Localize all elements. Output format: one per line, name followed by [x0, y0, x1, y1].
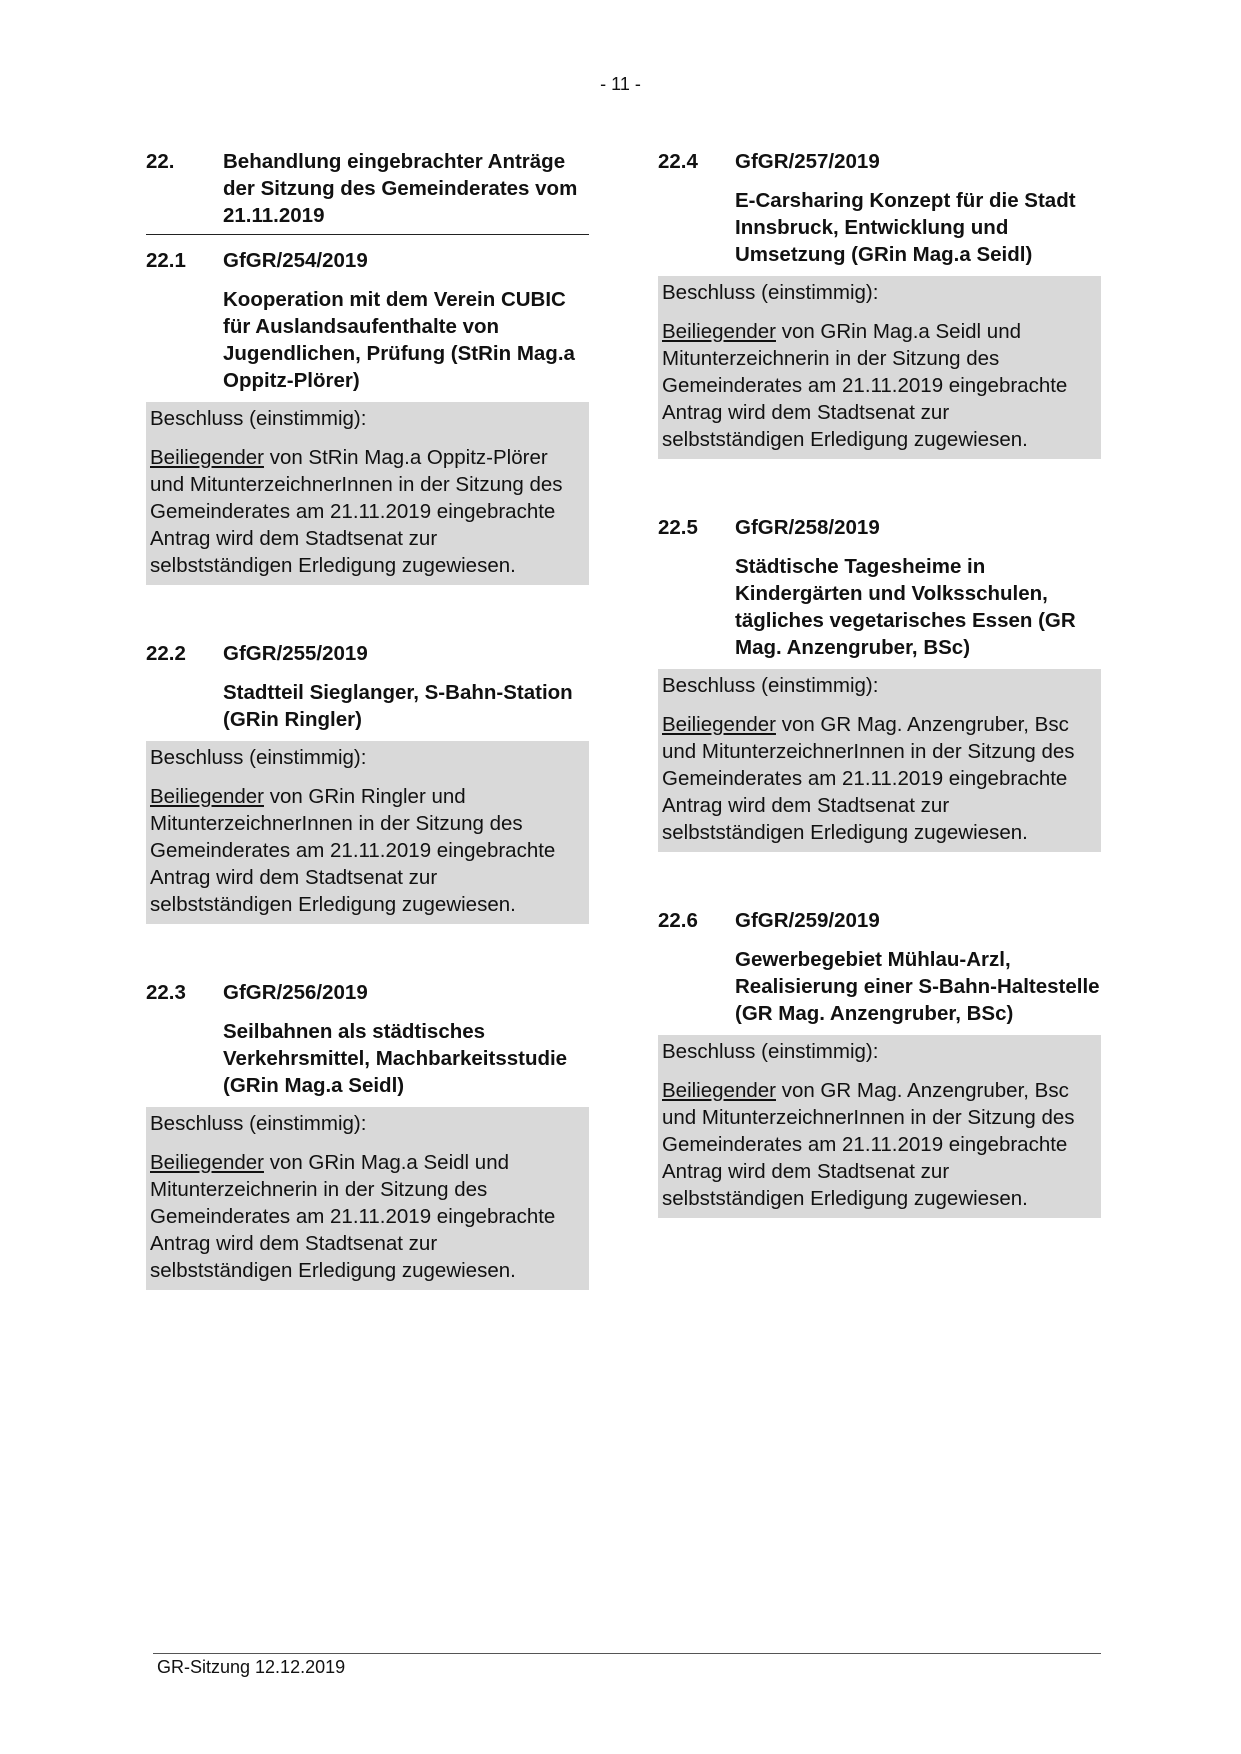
agenda-item-22-2: [146, 640, 589, 924]
item-number: 22.2: [146, 642, 186, 665]
item-reference: GfGR/257/2019: [735, 150, 880, 173]
item-subject: Stadtteil Sieglanger, S-Bahn-Station (GRin Ringler): [223, 681, 573, 731]
agenda-item-22-5: [658, 514, 1101, 852]
decision-lead-word: Beiliegender: [662, 1079, 776, 1102]
decision-lead-word: Beiliegender: [662, 713, 776, 736]
decision-lead-word: Beiliegender: [662, 320, 776, 343]
decision-label: Beschluss (einstimmig):: [662, 674, 879, 697]
decision-text: von GRin Ringler und MitunterzeichnerInnen in der Sitzung des Gemeinderates am 21.11.2019 eingebrachte Antrag wird dem Stadtsenat zur selbstständigen Erledigung zugewiesen.: [150, 785, 556, 916]
item-number: 22.3: [146, 981, 186, 1004]
decision-lead-word: Beiliegender: [150, 1151, 264, 1174]
decision-lead-word: Beiliegender: [150, 785, 264, 808]
item-subject: Seilbahnen als städtisches Verkehrsmittel, Machbarkeitsstudie (GRin Mag.a Seidl): [223, 1020, 568, 1097]
item-reference: GfGR/254/2019: [223, 249, 368, 272]
decision-label: Beschluss (einstimmig):: [662, 1040, 879, 1063]
decision-label: Beschluss (einstimmig):: [150, 746, 367, 769]
decision-box: [146, 741, 589, 924]
decision-box: [658, 1035, 1101, 1218]
agenda-item-22-4: [658, 148, 1101, 459]
item-reference: GfGR/259/2019: [735, 909, 880, 932]
item-reference: GfGR/256/2019: [223, 981, 368, 1004]
agenda-item-22-6: [658, 907, 1101, 1218]
decision-label: Beschluss (einstimmig):: [150, 407, 367, 430]
item-subject: E-Carsharing Konzept für die Stadt Innsbruck, Entwicklung und Umsetzung (GRin Mag.a Seidl): [735, 189, 1076, 266]
agenda-item-22-1: [146, 247, 589, 585]
item-subject: Gewerbegebiet Mühlau-Arzl, Realisierung einer S-Bahn-Haltestelle (GR Mag. Anzengruber, BSc): [735, 948, 1100, 1025]
decision-text: von StRin Mag.a Oppitz-Plörer und MitunterzeichnerInnen in der Sitzung des Gemeinderates am 21.11.2019 eingebrachte Antrag wird dem Stadtsenat zur selbstständigen Erledigung zugewiesen.: [150, 446, 563, 577]
page-number: - 11 -: [600, 74, 641, 94]
decision-label: Beschluss (einstimmig):: [662, 281, 879, 304]
item-subject: Städtische Tagesheime in Kindergärten und Volksschulen, tägliches vegetarisches Essen (GR Mag. Anzengruber, BSc): [735, 555, 1076, 659]
main-section-number: 22.: [146, 150, 175, 173]
decision-box: [658, 276, 1101, 459]
decision-text: von GRin Mag.a Seidl und Mitunterzeichnerin in der Sitzung des Gemeinderates am 21.11.2019 eingebrachte Antrag wird dem Stadtsenat zur selbstständigen Erledigung zugewiesen.: [662, 320, 1068, 451]
decision-label: Beschluss (einstimmig):: [150, 1112, 367, 1135]
agenda-item-22-3: [146, 979, 589, 1290]
main-section-title: Behandlung eingebrachter Anträge der Sitzung des Gemeinderates vom 21.11.2019: [223, 150, 578, 227]
footer-text: GR-Sitzung 12.12.2019: [157, 1657, 346, 1677]
item-number: 22.1: [146, 249, 186, 272]
main-section-heading: [146, 148, 589, 235]
decision-text: von GR Mag. Anzengruber, Bsc und MitunterzeichnerInnen in der Sitzung des Gemeinderates am 21.11.2019 eingebrachte Antrag wird dem Stadtsenat zur selbstständigen Erledigung zugewiesen.: [662, 713, 1075, 844]
item-number: 22.6: [658, 909, 698, 932]
right-column: [658, 148, 1101, 1218]
item-reference: GfGR/258/2019: [735, 516, 880, 539]
item-number: 22.5: [658, 516, 698, 539]
item-subject: Kooperation mit dem Verein CUBIC für Auslandsaufenthalte von Jugendlichen, Prüfung (StRin Mag.a Oppitz-Plörer): [223, 288, 575, 392]
decision-text: von GR Mag. Anzengruber, Bsc und MitunterzeichnerInnen in der Sitzung des Gemeinderates am 21.11.2019 eingebrachte Antrag wird dem Stadtsenat zur selbstständigen Erledigung zugewiesen.: [662, 1079, 1075, 1210]
decision-box: [146, 1107, 589, 1290]
item-reference: GfGR/255/2019: [223, 642, 368, 665]
item-number: 22.4: [658, 150, 698, 173]
decision-box: [658, 669, 1101, 852]
left-column: [146, 148, 589, 1290]
decision-box: [146, 402, 589, 585]
decision-lead-word: Beiliegender: [150, 446, 264, 469]
decision-text: von GRin Mag.a Seidl und Mitunterzeichnerin in der Sitzung des Gemeinderates am 21.11.2019 eingebrachte Antrag wird dem Stadtsenat zur selbstständigen Erledigung zugewiesen.: [150, 1151, 556, 1282]
